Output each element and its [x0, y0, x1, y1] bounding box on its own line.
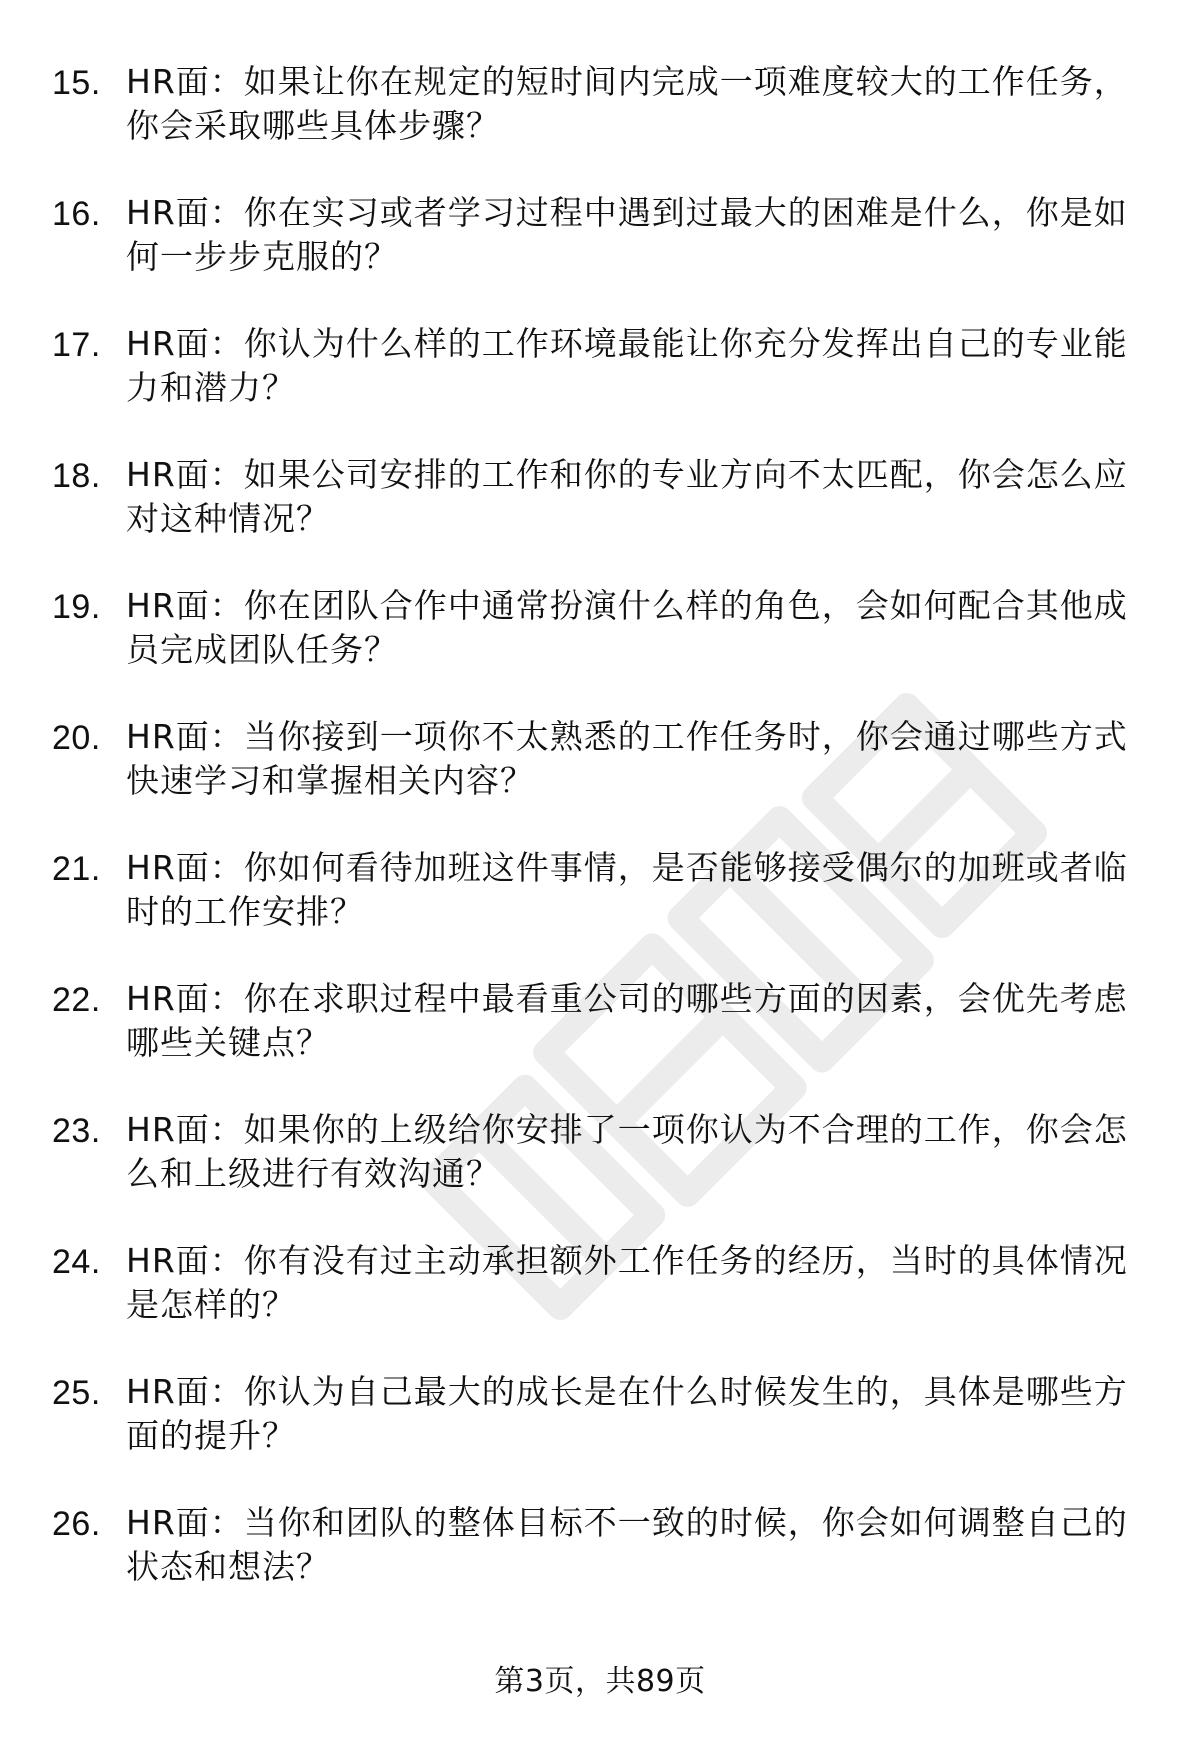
- question-text: HR面：当你接到一项你不太熟悉的工作任务时，你会通过哪些方式快速学习和掌握相关内容？: [126, 717, 1128, 800]
- question-item: [0, 838, 1200, 969]
- question-text: HR面：你认为自己最大的成长是在什么时候发生的，具体是哪些方面的提升？: [126, 1372, 1128, 1455]
- question-item: [0, 445, 1200, 576]
- question-text: HR面：如果让你在规定的短时间内完成一项难度较大的工作任务，你会采取哪些具体步骤？: [126, 62, 1128, 145]
- question-item: [0, 1231, 1200, 1362]
- question-number: 21.: [52, 850, 101, 888]
- question-list: [0, 52, 1200, 1624]
- page-number: 第3页，共89页: [494, 1664, 706, 1699]
- question-item: [0, 707, 1200, 838]
- question-number: 15.: [52, 64, 101, 102]
- question-item: [0, 576, 1200, 707]
- question-text: HR面：当你和团队的整体目标不一致的时候，你会如何调整自己的状态和想法？: [126, 1503, 1128, 1586]
- question-text: HR面：你有没有过主动承担额外工作任务的经历，当时的具体情况是怎样的？: [126, 1241, 1128, 1324]
- question-text: HR面：你如何看待加班这件事情，是否能够接受偶尔的加班或者临时的工作安排？: [126, 848, 1128, 931]
- question-number: 19.: [52, 588, 101, 626]
- question-text: HR面：你在求职过程中最看重公司的哪些方面的因素，会优先考虑哪些关键点？: [126, 979, 1128, 1062]
- question-number: 26.: [52, 1505, 101, 1543]
- question-item: [0, 1362, 1200, 1493]
- question-text: HR面：如果你的上级给你安排了一项你认为不合理的工作，你会怎么和上级进行有效沟通？: [126, 1110, 1128, 1193]
- question-number: 23.: [52, 1112, 101, 1150]
- question-number: 17.: [52, 326, 101, 364]
- question-number: 18.: [52, 457, 101, 495]
- question-text: HR面：你在团队合作中通常扮演什么样的角色，会如何配合其他成员完成团队任务？: [126, 586, 1128, 669]
- question-number: 20.: [52, 719, 101, 757]
- question-number: 25.: [52, 1374, 101, 1412]
- question-item: [0, 969, 1200, 1100]
- question-item: [0, 183, 1200, 314]
- question-item: [0, 52, 1200, 183]
- question-number: 16.: [52, 195, 101, 233]
- question-item: [0, 314, 1200, 445]
- question-text: HR面：如果公司安排的工作和你的专业方向不太匹配，你会怎么应对这种情况？: [126, 455, 1128, 538]
- question-number: 24.: [52, 1243, 101, 1281]
- question-item: [0, 1493, 1200, 1624]
- question-text: HR面：你认为什么样的工作环境最能让你充分发挥出自己的专业能力和潜力？: [126, 324, 1128, 407]
- question-number: 22.: [52, 981, 101, 1019]
- question-text: HR面：你在实习或者学习过程中遇到过最大的困难是什么，你是如何一步步克服的？: [126, 193, 1128, 276]
- question-item: [0, 1100, 1200, 1231]
